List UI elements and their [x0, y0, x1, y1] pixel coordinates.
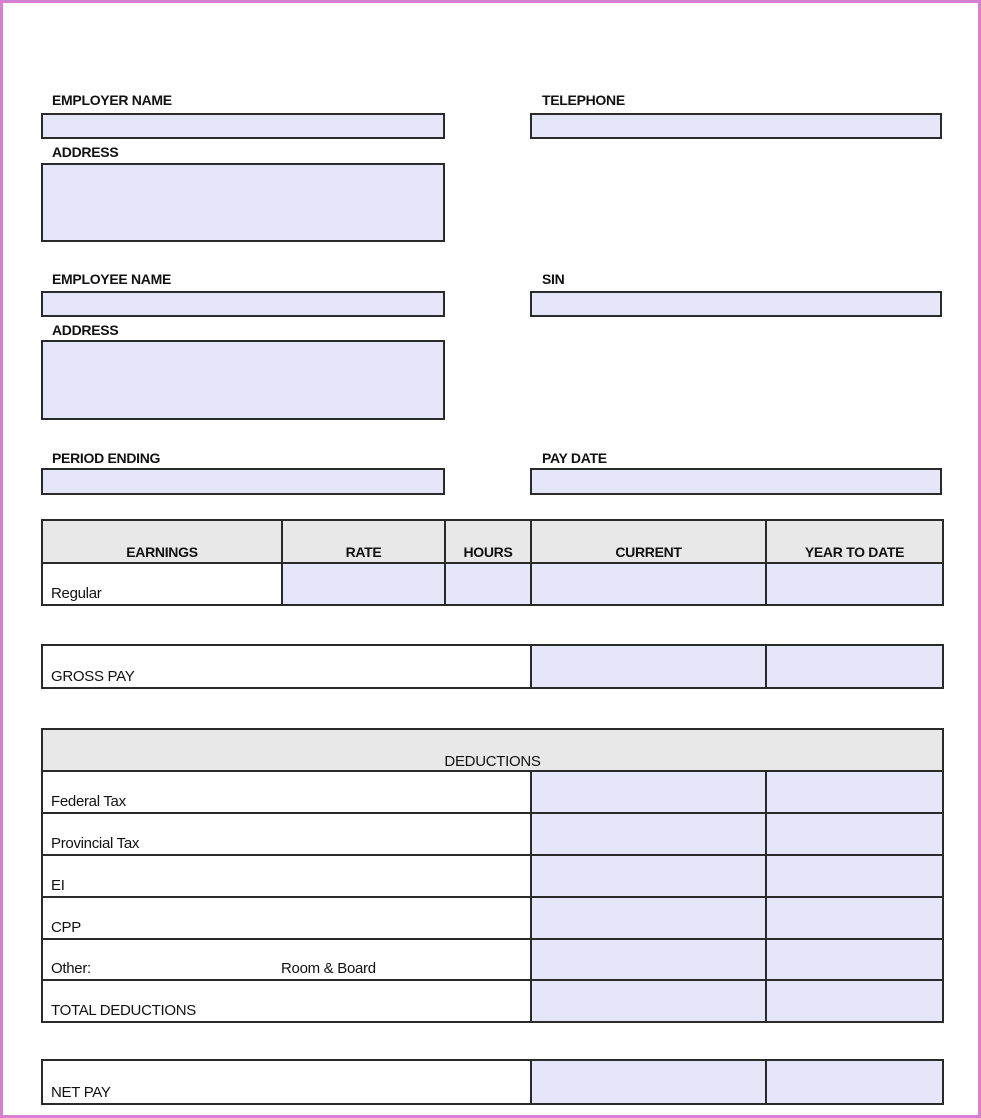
employer-address-field[interactable]	[41, 163, 445, 242]
regular-label: Regular	[42, 563, 282, 605]
provincial-tax-label: Provincial Tax	[42, 813, 531, 855]
employee-address-label: ADDRESS	[52, 322, 119, 338]
employee-address-field[interactable]	[41, 340, 445, 420]
other-label: Other:	[51, 960, 91, 977]
deductions-table	[41, 728, 944, 1023]
employer-name-field[interactable]	[41, 113, 445, 139]
deductions-title: DEDUCTIONS	[42, 729, 943, 771]
ei-ytd-field[interactable]	[766, 855, 943, 897]
table-row	[42, 563, 943, 605]
total-deductions-ytd-field[interactable]	[766, 980, 943, 1022]
total-deductions-current-field[interactable]	[531, 980, 766, 1022]
table-row	[42, 1060, 943, 1104]
gross-pay-ytd-field[interactable]	[766, 645, 943, 688]
sin-field[interactable]	[530, 291, 942, 317]
net-pay-current-field[interactable]	[531, 1060, 766, 1104]
telephone-label: TELEPHONE	[542, 92, 625, 108]
cpp-label: CPP	[42, 897, 531, 939]
earnings-table	[41, 519, 944, 606]
regular-current-field[interactable]	[531, 563, 766, 605]
other-ytd-field[interactable]	[766, 939, 943, 980]
gross-pay-current-field[interactable]	[531, 645, 766, 688]
federal-tax-label: Federal Tax	[42, 771, 531, 813]
net-pay-table	[41, 1059, 944, 1105]
pay-date-label: PAY DATE	[542, 450, 607, 466]
net-pay-ytd-field[interactable]	[766, 1060, 943, 1104]
pay-date-field[interactable]	[530, 468, 942, 495]
table-row	[42, 771, 943, 813]
net-pay-label: NET PAY	[42, 1060, 531, 1104]
federal-tax-ytd-field[interactable]	[766, 771, 943, 813]
regular-ytd-field[interactable]	[766, 563, 943, 605]
current-header: CURRENT	[531, 520, 766, 563]
table-row	[42, 897, 943, 939]
employer-address-label: ADDRESS	[52, 144, 119, 160]
regular-hours-field[interactable]	[445, 563, 531, 605]
table-row	[42, 939, 943, 980]
other-current-field[interactable]	[531, 939, 766, 980]
employee-name-field[interactable]	[41, 291, 445, 317]
regular-rate-field[interactable]	[282, 563, 445, 605]
employee-name-label: EMPLOYEE NAME	[52, 271, 172, 287]
sin-label: SIN	[542, 271, 565, 287]
table-row	[42, 645, 943, 688]
hours-header: HOURS	[445, 520, 531, 563]
cpp-ytd-field[interactable]	[766, 897, 943, 939]
year-to-date-header: YEAR TO DATE	[766, 520, 943, 563]
provincial-tax-current-field[interactable]	[531, 813, 766, 855]
other-cell	[42, 939, 531, 980]
employer-name-label: EMPLOYER NAME	[52, 92, 172, 108]
provincial-tax-ytd-field[interactable]	[766, 813, 943, 855]
room-and-board-label: Room & Board	[281, 960, 376, 977]
ei-label: EI	[42, 855, 531, 897]
table-row	[42, 813, 943, 855]
telephone-field[interactable]	[530, 113, 942, 139]
federal-tax-current-field[interactable]	[531, 771, 766, 813]
period-ending-label: PERIOD ENDING	[52, 450, 161, 466]
table-row	[42, 980, 943, 1022]
ei-current-field[interactable]	[531, 855, 766, 897]
gross-pay-table	[41, 644, 944, 689]
total-deductions-label: TOTAL DEDUCTIONS	[42, 980, 531, 1022]
cpp-current-field[interactable]	[531, 897, 766, 939]
table-row	[42, 855, 943, 897]
gross-pay-label: GROSS PAY	[42, 645, 531, 688]
earnings-header: EARNINGS	[42, 520, 282, 563]
rate-header: RATE	[282, 520, 445, 563]
period-ending-field[interactable]	[41, 468, 445, 495]
